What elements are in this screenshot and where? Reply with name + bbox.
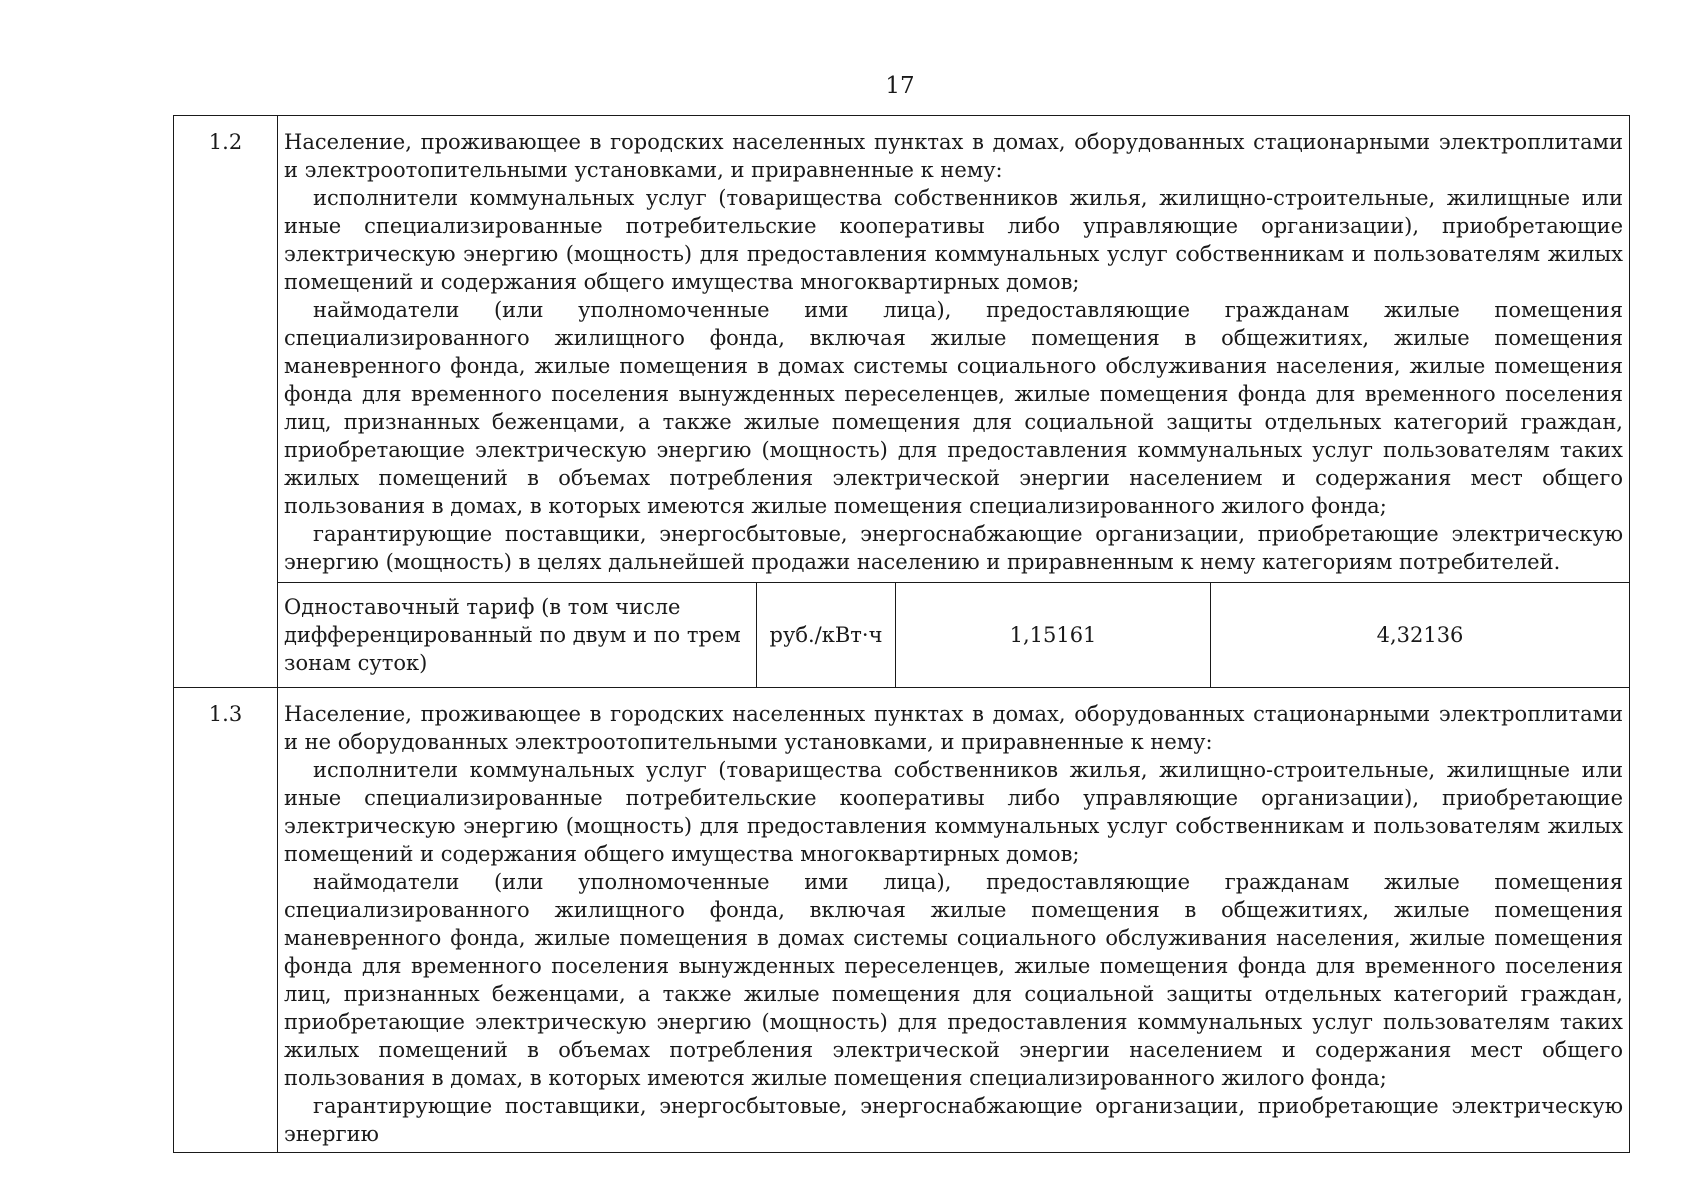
- row-number: 1.3: [208, 702, 243, 726]
- tariff-table: [173, 115, 1630, 1153]
- row-description-cell: [278, 688, 1630, 1153]
- description-paragraph: наймодатели (или уполномоченные ими лица), предоставляющие гражданам жилые помещения специализированного жилищного фонда, включая жилые помещения в общежитиях, жилые помещения маневренного фонда, жилые помещения в домах системы социального обслуживания населения, жилые помещения фонда для временного поселения вынужденных переселенцев, жилые помещения фонда для временного поселения лиц, признанных беженцами, а также жилые помещения для социальной защиты отдельных категорий граждан, приобретающие электрическую энергию (мощность) для предоставления коммунальных услуг пользователям таких жилых помещений в объемах потребления электрической энергии населением и содержания мест общего пользования в домах, в которых имеются жилые помещения специализированного жилого фонда;: [284, 870, 1623, 1090]
- description-paragraph: Население, проживающее в городских населенных пунктах в домах, оборудованных стационарными электроплитами и не оборудованных электроотопительными установками, и приравненные к нему:: [284, 702, 1623, 754]
- row-number: 1.2: [208, 130, 243, 154]
- page-number: 17: [885, 73, 915, 99]
- description-paragraph: исполнители коммунальных услуг (товарищества собственников жилья, жилищно-строительные, жилищные или иные специализированные потребительские кооперативы либо управляющие организации), приобретающие электрическую энергию (мощность) для предоставления коммунальных услуг собственникам и пользователям жилых помещений и содержания общего имущества многоквартирных домов;: [284, 758, 1623, 866]
- rate-name: Одноставочный тариф (в том числе дифференцированный по двум и по трем зонам суток): [278, 583, 757, 687]
- description-paragraph: гарантирующие поставщики, энергосбытовые, энергоснабжающие организации, приобретающие электрическую энергию (мощность) в целях дальнейшей продажи населению и приравненным к нему категориям потребителей.: [284, 522, 1623, 574]
- description-paragraph: Население, проживающее в городских населенных пунктах в домах, оборудованных стационарными электроплитами и электроотопительными установками, и приравненные к нему:: [284, 130, 1623, 182]
- rate-row-cell: [278, 583, 1630, 688]
- table-row: [278, 583, 1629, 687]
- table-row: [174, 116, 1630, 583]
- description-paragraph: наймодатели (или уполномоченные ими лица), предоставляющие гражданам жилые помещения специализированного жилищного фонда, включая жилые помещения в общежитиях, жилые помещения маневренного фонда, жилые помещения в домах системы социального обслуживания населения, жилые помещения фонда для временного поселения вынужденных переселенцев, жилые помещения фонда для временного поселения лиц, признанных беженцами, а также жилые помещения для социальной защиты отдельных категорий граждан, приобретающие электрическую энергию (мощность) для предоставления коммунальных услуг пользователям таких жилых помещений в объемах потребления электрической энергии населением и содержания мест общего пользования в домах, в которых имеются жилые помещения специализированного жилого фонда;: [284, 298, 1623, 518]
- row-number-cell: [174, 116, 278, 688]
- description-paragraph: исполнители коммунальных услуг (товарищества собственников жилья, жилищно-строительные, жилищные или иные специализированные потребительские кооперативы либо управляющие организации), приобретающие электрическую энергию (мощность) для предоставления коммунальных услуг собственникам и пользователям жилых помещений и содержания общего имущества многоквартирных домов;: [284, 186, 1623, 294]
- table-row: [174, 688, 1630, 1153]
- rate-value-1: 1,15161: [896, 583, 1211, 687]
- row-number-cell: [174, 688, 278, 1153]
- rate-table: [278, 583, 1629, 687]
- rate-row: [174, 583, 1630, 688]
- row-description-cell: [278, 116, 1630, 583]
- rate-unit: руб./кВт·ч: [757, 583, 896, 687]
- description-paragraph: гарантирующие поставщики, энергосбытовые, энергоснабжающие организации, приобретающие электрическую энергию: [284, 1094, 1623, 1146]
- rate-value-2: 4,32136: [1376, 623, 1464, 647]
